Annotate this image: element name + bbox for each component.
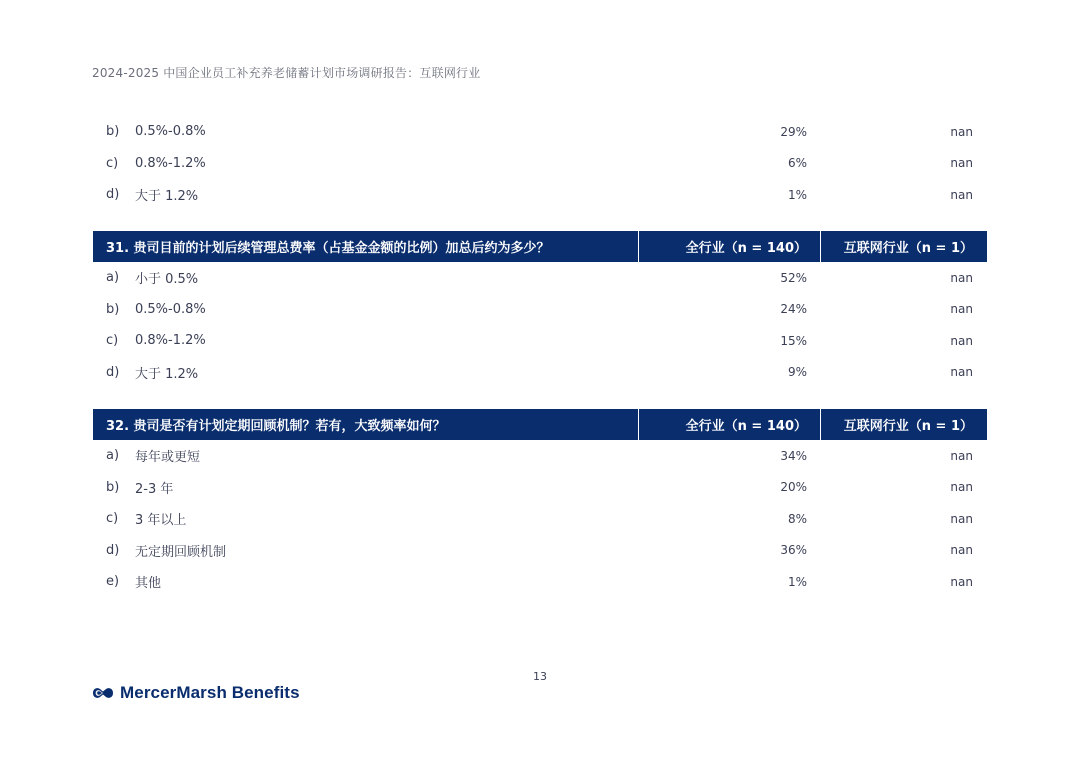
internet-industry-value: nan <box>950 480 973 495</box>
internet-industry-value: nan <box>950 333 973 348</box>
option-letter: c) <box>106 511 119 527</box>
option-label: 无定期回顾机制 <box>135 544 227 560</box>
all-industry-value: 36% <box>780 543 807 558</box>
option-label: 大于 1.2% <box>135 189 199 205</box>
option-label: 2-3 年 <box>135 481 174 497</box>
table-row <box>93 294 987 326</box>
option-label: 大于 1.2% <box>135 366 199 382</box>
question-32-header <box>93 409 987 440</box>
internet-industry-value: nan <box>950 511 973 526</box>
mercer-marsh-logo-icon <box>92 686 114 700</box>
question-31-table <box>93 231 987 388</box>
question-31-header <box>93 231 987 262</box>
option-label: 0.5%-0.8% <box>135 301 206 317</box>
company-logo <box>92 683 300 703</box>
internet-industry-value: nan <box>950 270 973 285</box>
internet-industry-value: nan <box>950 574 973 589</box>
all-industry-value: 34% <box>780 448 807 463</box>
all-industry-value: 1% <box>787 574 807 589</box>
table-row <box>93 148 987 180</box>
option-letter: b) <box>106 479 120 495</box>
continued-answer-table <box>93 116 987 211</box>
table-row <box>93 262 987 294</box>
option-label: 每年或更短 <box>135 450 201 466</box>
internet-industry-value: nan <box>950 187 973 202</box>
all-industry-value: 24% <box>780 302 807 317</box>
option-letter: b) <box>106 301 120 317</box>
table-row <box>93 325 987 357</box>
table-row <box>93 440 987 472</box>
internet-industry-value: nan <box>950 543 973 558</box>
all-industry-value: 52% <box>780 270 807 285</box>
option-letter: d) <box>106 542 120 558</box>
option-letter: a) <box>106 448 120 464</box>
option-letter: c) <box>106 333 119 349</box>
table-row <box>93 535 987 567</box>
table-row <box>93 116 987 148</box>
table-row <box>93 566 987 598</box>
all-industry-value: 29% <box>780 124 807 139</box>
internet-industry-value: nan <box>950 156 973 171</box>
option-letter: a) <box>106 270 120 286</box>
option-letter: b) <box>106 124 120 140</box>
all-industry-value: 15% <box>780 333 807 348</box>
table-row <box>93 357 987 389</box>
option-letter: c) <box>106 155 119 171</box>
column-header-internet-industry: 互联网行业（n = 1） <box>843 419 973 434</box>
option-letter: d) <box>106 364 120 380</box>
internet-industry-value: nan <box>950 448 973 463</box>
question-31-title: 31. 贵司目前的计划后续管理总费率（占基金金额的比例）加总后约为多少？ <box>93 231 639 262</box>
column-header-all-industry: 全行业（n = 140） <box>639 409 821 440</box>
table-row <box>93 179 987 211</box>
option-label: 3 年以上 <box>135 513 187 529</box>
option-letter: e) <box>106 574 120 590</box>
option-label: 其他 <box>135 576 162 592</box>
option-label: 0.5%-0.8% <box>135 124 206 140</box>
option-label: 小于 0.5% <box>135 272 199 288</box>
document-header-title: 2024-2025 中国企业员工补充养老储蓄计划市场调研报告：互联网行业 <box>92 66 481 80</box>
column-header-all-industry: 全行业（n = 140） <box>639 231 821 262</box>
option-label: 0.8%-1.2% <box>135 155 206 171</box>
column-header-internet-industry: 互联网行业（n = 1） <box>843 241 973 256</box>
all-industry-value: 1% <box>787 187 807 202</box>
all-industry-value: 9% <box>787 365 807 380</box>
question-32-table <box>93 409 987 598</box>
all-industry-value: 8% <box>787 511 807 526</box>
internet-industry-value: nan <box>950 124 973 139</box>
option-label: 0.8%-1.2% <box>135 333 206 349</box>
table-row <box>93 472 987 504</box>
internet-industry-value: nan <box>950 302 973 317</box>
internet-industry-value: nan <box>950 365 973 380</box>
table-row <box>93 503 987 535</box>
all-industry-value: 20% <box>780 480 807 495</box>
logo-wordmark: MercerMarsh Benefits <box>120 683 300 702</box>
option-letter: d) <box>106 187 120 203</box>
question-32-title: 32. 贵司是否有计划定期回顾机制？若有，大致频率如何？ <box>93 409 639 440</box>
all-industry-value: 6% <box>787 156 807 171</box>
page-number: 13 <box>533 670 547 683</box>
